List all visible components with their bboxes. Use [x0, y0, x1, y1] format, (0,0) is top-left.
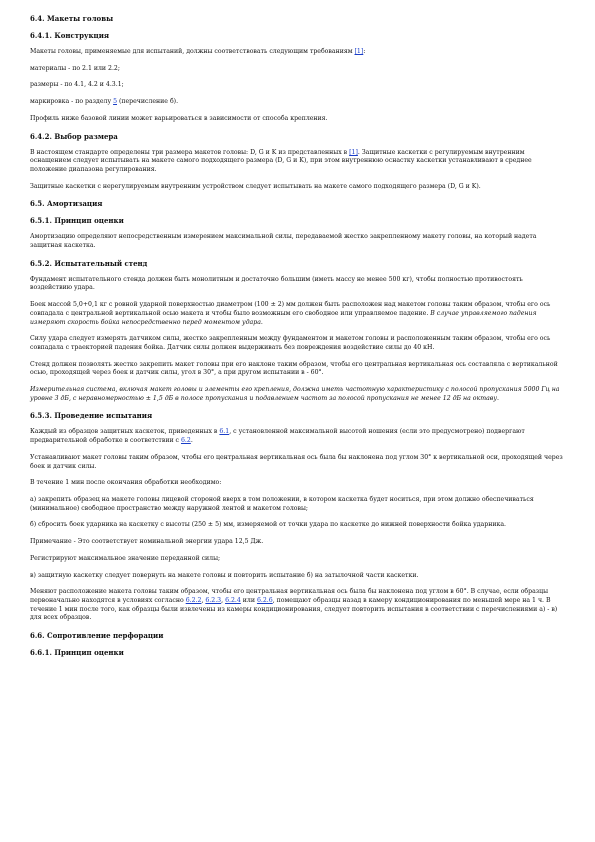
section-heading: 6.4.1. Конструкция	[30, 31, 110, 40]
paragraph	[30, 115, 565, 124]
paragraph	[30, 538, 565, 547]
reference-link[interactable]: [1]	[354, 48, 364, 55]
document-body	[30, 14, 565, 665]
paragraph	[30, 386, 565, 403]
paragraph	[30, 149, 565, 175]
reference-link[interactable]: 5	[113, 98, 117, 106]
paragraph-text: ,	[201, 596, 206, 604]
paragraph	[30, 81, 565, 90]
paragraph-text: , помещают образцы назад в камеру кондиционирования по меньшей мере на 1 ч. В течение 1 мин после того, как образцы были извлечены из камеры кондиционирования, следует повторить испытания в соответствии с перечислениями а) - в) для всех образцов.	[30, 596, 558, 622]
paragraph-text: маркировка - по разделу	[30, 98, 114, 106]
paragraph-text: (перечисление б).	[117, 98, 179, 106]
section-heading: 6.5.2. Испытательный стенд	[30, 258, 148, 268]
paragraph	[30, 276, 565, 293]
reference-link[interactable]: 6.2	[180, 437, 191, 445]
paragraph	[30, 301, 565, 327]
reference-link[interactable]: [1]	[349, 148, 358, 156]
section-heading: 6.5.3. Проведение испытания	[30, 411, 153, 421]
section-heading: 6.5.1. Принцип оценки	[30, 216, 124, 226]
paragraph-text: Стенд должен позволять жестко закрепить макет головы при его наклоне таким образом, чтобы его центральная вертикальная ось составляла с вертикальной осью, проходящей через боек и датчик силы, угол в 30°, а при другом испытании в - 60°.	[30, 360, 558, 377]
paragraph-text: В случае управляемого падения измеряют скорость бойка непосредственно перед моментом удара.	[30, 309, 537, 326]
section-heading: 6.6.1. Принцип оценки	[30, 648, 124, 658]
paragraph-text: :	[363, 48, 366, 55]
paragraph-text: В настоящем стандарте определены три размера макетов головы: D, G и K из представленных в	[30, 148, 350, 156]
paragraph-text: Боек массой 5,0+0,1 кг с ровной ударной поверхностью диаметром (100 ± 2) мм должен быть расположен над макетом головы таким образом, чтобы его ось совпадала с центральной вертикальной осью макета и чтобы было возможным его свободное или управляемое падение.	[30, 301, 551, 317]
reference-link[interactable]: 6.2.6	[256, 596, 273, 604]
paragraph-text: Силу удара следует измерять датчиком силы, жестко закрепленным между фундаментом и макетом головы и расположенным таким образом, чтобы его ось совпадала с траекторией падения бойка. Датчик силы должен выдерживать без повреждения воздействие силы до 40 кН.	[30, 335, 551, 351]
paragraph-text: Фундамент испытательного стенда должен быть монолитным и достаточно большим (иметь массу не менее 500 кг), чтобы полностью противостоять воздействию удара.	[30, 275, 523, 292]
paragraph-text: или	[240, 596, 257, 604]
paragraph	[30, 428, 565, 445]
paragraph-text: . Защитные каскетки с регулируемым внутренним оснащением следует испытывать на макете самого подходящего размера (D, G и K), при этом внутреннюю оснастку каскетки устанавливают в среднее положение диапазона регулирования.	[30, 148, 532, 173]
paragraph	[30, 361, 565, 378]
paragraph-text: Измерительная система, включая макет головы и элементы его крепления, должна иметь частотную характеристику с полосой пропускания 5000 Гц на уровне 3 дБ, с неравномерностью ± 1,5 дБ в полосе пропускания и подавлением частот за полосой пропускания не менее 12 дБ на октаву.	[30, 386, 560, 402]
paragraph-text: материалы - по 2.1 или 2.2;	[30, 64, 120, 72]
section-heading: 6.4.2. Выбор размера	[30, 131, 118, 141]
paragraph	[30, 555, 565, 564]
paragraph-text: Амортизацию определяют непосредственным измерением максимальной силы, передаваемой жестко закрепленному макету головы, на который надета защитная каскетка.	[30, 233, 537, 250]
paragraph	[30, 183, 565, 192]
paragraph	[30, 454, 565, 471]
paragraph-text: размеры - по 4.1, 4.2 и 4.3.1;	[30, 81, 124, 89]
paragraph-text: , с установленной максимальной высотой ношения (если это предусмотрено) подвергают предварительной обработке в соответствии с	[30, 428, 525, 445]
paragraph	[30, 48, 565, 57]
section-heading: 6.6. Сопротивление перфорации	[30, 631, 164, 641]
paragraph-text: Макеты головы, применяемые для испытаний, должны соответствовать следующим требованиям	[30, 48, 355, 55]
paragraph	[30, 479, 565, 488]
paragraph-text: Примечание - Это соответствует номинальной энергии удара 12,5 Дж.	[30, 538, 264, 546]
paragraph	[30, 572, 565, 581]
reference-link[interactable]: 6.1	[219, 428, 230, 436]
paragraph-text: ,	[221, 596, 226, 604]
paragraph-text: Регистрируют максимальное значение переданной силы;	[30, 554, 221, 562]
paragraph	[30, 588, 565, 623]
paragraph	[30, 521, 565, 530]
section-heading: 6.5. Амортизация	[30, 199, 103, 209]
paragraph-text: б) сбросить боек ударника на каскетку с высоты (250 ± 5) мм, измеряемой от точки удара по каскетке до нижней поверхности бойка ударника.	[30, 521, 506, 529]
paragraph-text: .	[190, 437, 193, 445]
paragraph-text: Защитные каскетки с нерегулируемым внутренним устройством следует испытывать на макете самого подходящего размера (D, G и K).	[30, 182, 481, 190]
section-heading: 6.4. Макеты головы	[30, 14, 114, 23]
reference-link[interactable]: 6.2.3	[205, 596, 222, 604]
paragraph-text: в) защитную каскетку следует повернуть на макете головы и повторить испытание б) на затылочной части каскетки.	[30, 571, 419, 579]
paragraph-text: Устанавливают макет головы таким образом, чтобы его центральная вертикальная ось была бы наклонена под углом 30° к вертикальной оси, проходящей через боек и датчик силы.	[30, 453, 563, 470]
paragraph	[30, 98, 565, 107]
reference-link[interactable]: 6.2.4	[225, 596, 241, 604]
paragraph	[30, 65, 565, 74]
paragraph	[30, 335, 565, 352]
reference-link[interactable]: 6.2.2	[185, 596, 202, 604]
paragraph-text: а) закрепить образец на макете головы лицевой стороной вверх в том положении, в котором каскетка будет носиться, при этом должно обеспечиваться (минимальное) свободное пространство между наружной лентой и макетом головы;	[30, 495, 534, 512]
paragraph-text: В течение 1 мин после окончания обработки необходимо:	[30, 479, 222, 487]
paragraph	[30, 233, 565, 250]
paragraph-text: Профиль ниже базовой линии может варьироваться в зависимости от способа крепления.	[30, 114, 328, 122]
paragraph	[30, 496, 565, 513]
paragraph-text: Каждый из образцов защитных каскеток, приведенных в	[30, 428, 220, 436]
paragraph-text: Меняют расположение макета головы таким образом, чтобы его центральная вертикальная ось была бы наклонена под углом в 60°. В случае, если образцы первоначально находятся в условиях согласно	[30, 588, 549, 604]
